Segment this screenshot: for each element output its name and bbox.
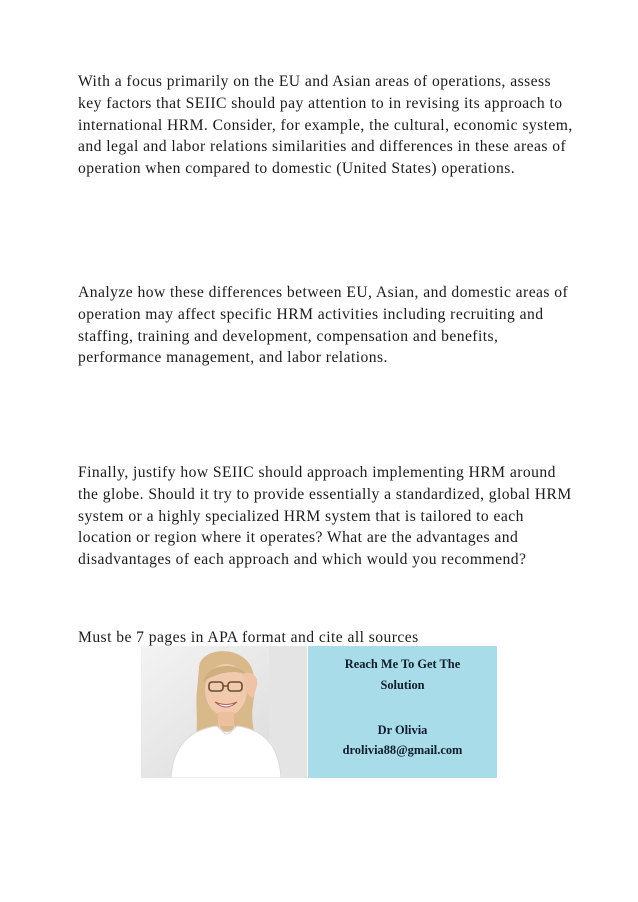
contact-advertisement (141, 646, 497, 778)
paragraph-1: With a focus primarily on the EU and Asian areas of operations, assess key factors that SEIIC should pay attention to in revising its approach to international HRM. Consider, for example, the cultural, economic system, and legal and labor relations similarities and differences in these areas of operation when compared to domestic (United States) operations. (78, 73, 573, 178)
ad-headline-line1: Reach Me To Get The (344, 657, 461, 671)
woman-photo (141, 646, 307, 778)
contact-email: drolivia88@gmail.com (342, 743, 463, 757)
contact-panel (308, 646, 497, 778)
contact-name: Dr Olivia (377, 723, 428, 737)
woman-portrait-illustration (141, 646, 307, 778)
paragraph-2: Analyze how these differences between EU, Asian, and domestic areas of operation may affect specific HRM activities including recruiting and staffing, training and development, compensation and benefits, performance management, and labor relations. (78, 284, 569, 367)
paragraph-4: Must be 7 pages in APA format and cite all sources (78, 629, 419, 646)
ad-headline-line2: Solution (380, 678, 425, 692)
paragraph-3: Finally, justify how SEIIC should approach implementing HRM around the globe. Should it try to provide essentially a standardized, global HRM system or a highly specialized HRM system that is tailored to each location or region where it operates? What are the advantages and disadvantages of each approach and which would you recommend? (78, 464, 572, 569)
